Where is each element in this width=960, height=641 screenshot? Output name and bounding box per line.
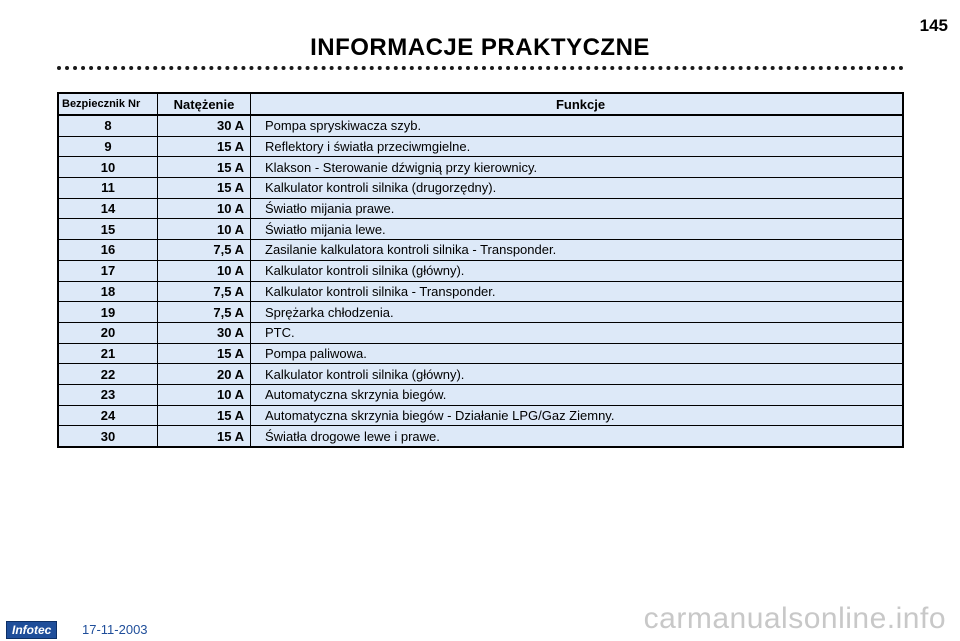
amperage-cell: 10 A: [158, 198, 251, 219]
function-cell: Kalkulator kontroli silnika - Transponder.: [265, 283, 496, 299]
fuse-number-cell: 17: [58, 260, 158, 281]
table-row: [58, 384, 903, 405]
function-cell: Zasilanie kalkulatora kontroli silnika - Transponder.: [265, 242, 557, 258]
function-cell: Światło mijania prawe.: [265, 201, 395, 217]
function-cell: Kalkulator kontroli silnika (główny).: [265, 263, 465, 279]
fuse-number-cell: 18: [58, 281, 158, 302]
header-row: [58, 93, 903, 115]
table-row: [58, 198, 903, 219]
function-cell: Automatyczna skrzynia biegów - Działanie LPG/Gaz Ziemny.: [265, 407, 615, 423]
function-cell: Pompa paliwowa.: [265, 345, 367, 361]
table-row: [58, 281, 903, 302]
fuse-number-cell: 16: [58, 240, 158, 261]
amperage-cell: 10 A: [158, 260, 251, 281]
title-divider: [57, 66, 904, 70]
fuse-number-cell: 19: [58, 302, 158, 323]
fuse-number-cell: 15: [58, 219, 158, 240]
fuse-table: [57, 92, 904, 448]
function-cell: Kalkulator kontroli silnika (drugorzędny).: [265, 180, 497, 196]
amperage-cell: 7,5 A: [158, 281, 251, 302]
fuse-number-cell: 30: [58, 426, 158, 447]
amperage-cell: 15 A: [158, 157, 251, 178]
function-cell: Reflektory i światła przeciwmgielne.: [265, 139, 471, 155]
table-row: [58, 115, 903, 136]
fuse-number-cell: 9: [58, 136, 158, 157]
table-row: [58, 136, 903, 157]
table-row: [58, 260, 903, 281]
header-function: Funkcje: [555, 96, 606, 112]
table-row: [58, 219, 903, 240]
fuse-number-cell: 24: [58, 405, 158, 426]
amperage-cell: 10 A: [158, 384, 251, 405]
fuse-number-cell: 11: [58, 178, 158, 199]
fuse-number-cell: 10: [58, 157, 158, 178]
function-cell: PTC.: [265, 325, 295, 341]
watermark: carmanualsonline.info: [643, 602, 946, 635]
table-row: [58, 364, 903, 385]
header-fuse-number: Bezpiecznik Nr: [58, 93, 158, 115]
fuse-table-body: [58, 115, 903, 447]
function-cell: Światła drogowe lewe i prawe.: [265, 428, 440, 444]
amperage-cell: 15 A: [158, 136, 251, 157]
infotec-logo: Infotec: [6, 621, 57, 639]
amperage-cell: 30 A: [158, 322, 251, 343]
table-row: [58, 322, 903, 343]
table-row: [58, 343, 903, 364]
amperage-cell: 15 A: [158, 426, 251, 447]
table-row: [58, 405, 903, 426]
table-row: [58, 426, 903, 447]
fuse-table-header: [58, 93, 903, 115]
amperage-cell: 10 A: [158, 219, 251, 240]
function-cell: Klakson - Sterowanie dźwignią przy kierownicy.: [265, 159, 538, 175]
function-cell: Kalkulator kontroli silnika (główny).: [265, 366, 465, 382]
header-amperage: Natężenie: [158, 93, 251, 115]
function-cell: Automatyczna skrzynia biegów.: [265, 387, 447, 403]
function-cell: Sprężarka chłodzenia.: [265, 304, 394, 320]
function-cell: Pompa spryskiwacza szyb.: [265, 118, 422, 134]
fuse-number-cell: 21: [58, 343, 158, 364]
amperage-cell: 15 A: [158, 405, 251, 426]
amperage-cell: 7,5 A: [158, 240, 251, 261]
page-title: INFORMACJE PRAKTYCZNE: [310, 34, 650, 61]
function-cell: Światło mijania lewe.: [265, 221, 386, 237]
page-number: 145: [919, 16, 948, 35]
footer-date: 17-11-2003: [82, 622, 148, 637]
fuse-number-cell: 14: [58, 198, 158, 219]
table-row: [58, 157, 903, 178]
amperage-cell: 15 A: [158, 178, 251, 199]
amperage-cell: 30 A: [158, 115, 251, 136]
fuse-number-cell: 22: [58, 364, 158, 385]
fuse-number-cell: 20: [58, 322, 158, 343]
amperage-cell: 15 A: [158, 343, 251, 364]
table-row: [58, 302, 903, 323]
fuse-number-cell: 23: [58, 384, 158, 405]
amperage-cell: 7,5 A: [158, 302, 251, 323]
table-row: [58, 178, 903, 199]
table-row: [58, 240, 903, 261]
fuse-number-cell: 8: [58, 115, 158, 136]
amperage-cell: 20 A: [158, 364, 251, 385]
